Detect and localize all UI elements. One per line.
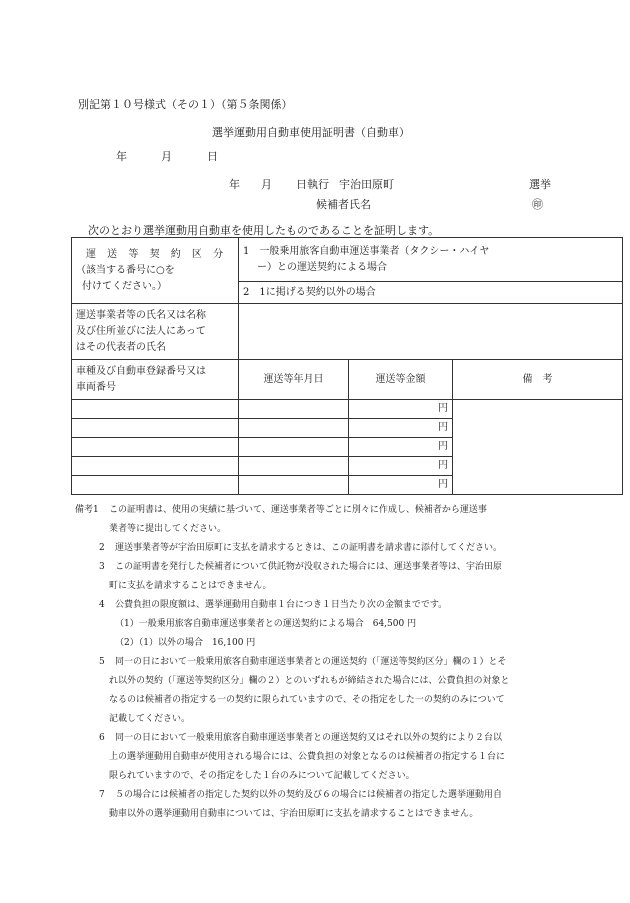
note-1 xyxy=(75,501,560,539)
note-1-number: 1 xyxy=(93,505,99,515)
note-2-number: 2 xyxy=(99,543,105,553)
vehicle-cell[interactable] xyxy=(72,476,239,495)
date-day: 日 xyxy=(207,150,218,163)
vehicle-header-row xyxy=(72,360,623,400)
amount-cell[interactable]: 円 xyxy=(349,476,453,495)
note-6-line1: 同一の日において一般乗用旅客自動車運送事業者との運送契約又はそれ以外の契約により２台以 xyxy=(115,733,503,743)
town-name: 宇治田原町 xyxy=(339,178,394,191)
note-6-number: 6 xyxy=(99,733,105,743)
col-header-remarks: 備 考 xyxy=(453,360,623,400)
note-1-line2: 業者等に提出してください。 xyxy=(109,524,227,534)
note-6-line2: 上の選挙運動用自動車が使用される場合には、公費負担の対象となるのは候補者の指定する１台に xyxy=(109,752,506,762)
note-5-line3: なるのは候補者の指定する一の契約に限られていますので、その指定をした一の契約のみについて xyxy=(109,695,505,705)
vehicle-cell[interactable] xyxy=(72,419,239,438)
vehicle-cell[interactable] xyxy=(72,438,239,457)
contract-type-label-3: 付けてください。） xyxy=(82,280,167,292)
vehicle-label-2: 車両番号 xyxy=(76,381,116,393)
election-label: 選挙 xyxy=(529,178,551,191)
contract-type-row xyxy=(72,238,623,282)
vehicle-label-1: 車種及び自動車登録番号又は xyxy=(76,365,206,377)
document-title: 選挙運動用自動車使用証明書（自動車） xyxy=(212,126,410,139)
operator-row xyxy=(72,304,623,360)
note-2-text: 運送事業者等が宇治田原町に支払を請求するときは、この証明書を請求書に添付してください。 xyxy=(115,543,503,553)
note-5-line1: 同一の日において一般乗用旅客自動車運送事業者との運送契約（「運送等契約区分」欄の１）とそ xyxy=(115,657,507,667)
contract-option-1-line2: ー）との運送契約による場合 xyxy=(257,261,387,273)
col-header-date: 運送等年月日 xyxy=(239,360,349,400)
note-1-line1: この証明書は、使用の実績に基づいて、運送事業者等ごとに別々に作成し、候補者から運送事 xyxy=(109,505,487,515)
operator-label-cell xyxy=(72,304,239,360)
note-7-line2: 動車以外の選挙運動用自動車については、宇治田原町に支払を請求することはできません。 xyxy=(109,809,479,819)
note-4-item-2: （2）（1）以外の場合 16,100 円 xyxy=(115,638,256,648)
exec-month: 月 xyxy=(261,178,272,191)
note-5-line4: 記載してください。 xyxy=(109,714,191,724)
vehicle-label-cell xyxy=(72,360,239,400)
operator-label-1: 運送事業者等の氏名又は名称 xyxy=(76,309,206,321)
note-7 xyxy=(75,786,560,824)
col-header-amount: 運送等金額 xyxy=(349,360,453,400)
operator-label-3: はその代表者の氏名 xyxy=(76,341,166,353)
amount-cell[interactable]: 円 xyxy=(349,419,453,438)
table-row xyxy=(72,400,623,419)
exec-year: 年 xyxy=(229,178,240,191)
note-5 xyxy=(75,653,560,729)
contract-type-label-1: 運 送 等 契 約 区 分 xyxy=(86,248,228,260)
contract-option-2-cell[interactable]: 2 1に掲げる契約以外の場合 xyxy=(239,282,623,304)
seal-mark: ㊞ xyxy=(532,198,543,211)
note-3-number: 3 xyxy=(99,562,105,572)
form-number: 別記第１０号様式（その１）（第５条関係） xyxy=(78,98,293,111)
date-year: 年 xyxy=(116,150,127,163)
contract-type-label-2: （該当する番号に○を xyxy=(76,264,175,276)
operator-value-cell[interactable] xyxy=(239,304,623,360)
date-cell[interactable] xyxy=(239,419,349,438)
date-cell[interactable] xyxy=(239,476,349,495)
note-4-number: 4 xyxy=(99,600,105,610)
amount-cell[interactable]: 円 xyxy=(349,438,453,457)
amount-cell[interactable]: 円 xyxy=(349,400,453,419)
date-cell[interactable] xyxy=(239,400,349,419)
remarks-cell[interactable] xyxy=(453,400,623,495)
contract-type-label-cell xyxy=(72,238,239,304)
date-cell[interactable] xyxy=(239,457,349,476)
amount-cell[interactable]: 円 xyxy=(349,457,453,476)
note-3 xyxy=(75,558,560,596)
operator-label-2: 及び住所並びに法人にあって xyxy=(76,325,206,337)
vehicle-usage-table xyxy=(71,237,623,495)
note-6 xyxy=(75,729,560,786)
contract-option-1-line1: 1 一般乗用旅客自動車運送事業者（タクシー・ハイヤ xyxy=(243,245,490,257)
note-7-line1: ５の場合には候補者の指定した契約以外の契約及び６の場合には候補者の指定した選挙運動用自 xyxy=(115,790,503,800)
candidate-name-label: 候補者氏名 xyxy=(316,198,371,211)
vehicle-cell[interactable] xyxy=(72,457,239,476)
note-4 xyxy=(75,596,560,653)
notes-section xyxy=(75,501,560,824)
contract-option-1-cell[interactable] xyxy=(239,238,623,282)
certification-statement: 次のとおり選挙運動用自動車を使用したものであることを証明します。 xyxy=(88,224,440,237)
note-2 xyxy=(75,539,560,558)
date-month: 月 xyxy=(161,150,172,163)
note-3-line2: 町に支払を請求することはできません。 xyxy=(109,581,272,591)
note-5-number: 5 xyxy=(99,657,105,667)
note-7-number: 7 xyxy=(99,790,105,800)
notes-prefix: 備考 xyxy=(75,505,94,515)
note-3-line1: この証明書を発行した候補者について供託物が没収された場合には、運送事業者等は、宇治田原 xyxy=(115,562,502,572)
note-4-text: 公費負担の限度額は、選挙運動用自動車１台につき１日当たり次の金額までです。 xyxy=(115,600,448,610)
date-cell[interactable] xyxy=(239,438,349,457)
exec-day: 日執行 xyxy=(296,178,329,191)
note-5-line2: れ以外の契約（「運送等契約区分」欄の２）とのいずれもが締結された場合には、公費負担の対象と xyxy=(109,676,510,686)
note-4-item-1: （1）一般乗用旅客自動車運送事業者との運送契約による場合 64,500 円 xyxy=(115,619,417,629)
vehicle-cell[interactable] xyxy=(72,400,239,419)
note-6-line3: 限られていますので、その指定をした１台のみについて記載してください。 xyxy=(109,771,415,781)
